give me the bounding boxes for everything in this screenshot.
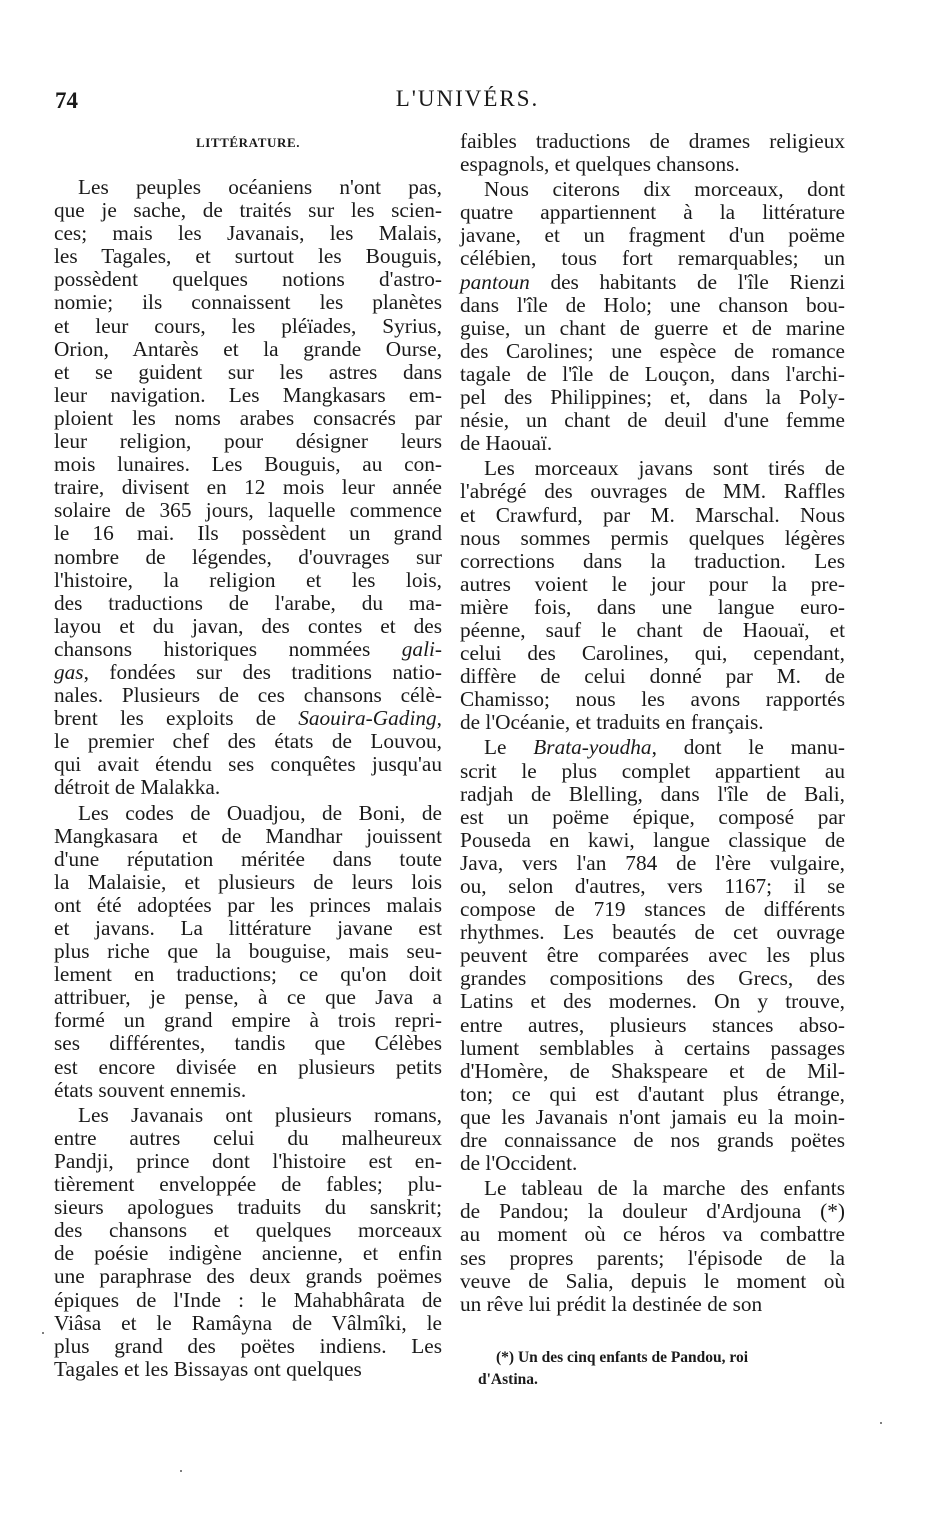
left-column xyxy=(54,128,442,1381)
text-line: Pandji, prince dont l'histoire est en- xyxy=(54,1148,442,1173)
text-line: Tagales et les Bissayas ont quelques xyxy=(54,1356,362,1381)
text-line: des Carolines; une espèce de romance xyxy=(460,338,845,363)
paragraph xyxy=(460,736,845,1175)
text-line: l'histoire, la religion et les lois, xyxy=(54,567,442,592)
text-line: grandes compositions des Grecs, des xyxy=(460,966,845,991)
text-line: l'abrégé des ouvrages de MM. Raffles xyxy=(460,479,845,504)
text-line: Pouseda en kawi, langue classique de xyxy=(460,827,845,852)
text-line: célébien, tous fort remarquables; un xyxy=(460,246,845,271)
text-line: leur religion, pour désigner leurs xyxy=(54,429,442,454)
text-line: entre autres, plusieurs stances abso- xyxy=(460,1012,845,1037)
italic-term: Saouira-Gading xyxy=(298,706,437,731)
text-line: quatre appartiennent à la littérature xyxy=(460,200,845,225)
italic-term: Brata-youdha xyxy=(533,735,652,760)
text-line: et Crawfurd, par M. Marschal. Nous xyxy=(460,502,845,527)
text-line: nombre de légendes, d'ouvrages sur xyxy=(54,544,442,569)
text-line: javane, et un fragment d'un poëme xyxy=(460,223,845,248)
text-line: est un poëme épique, composé par xyxy=(460,804,845,829)
text-line: des chansons et quelques morceaux xyxy=(54,1218,442,1243)
text-line: la Malaisie, et plusieurs de leurs lois xyxy=(54,869,442,894)
text-line: formé un grand empire à trois repri- xyxy=(54,1008,442,1033)
text-line: peuvent être comparées avec les plus xyxy=(460,943,845,968)
text-line: le 16 mai. Ils possèdent un grand xyxy=(54,521,442,546)
text-line: dans l'île de Holo; une chanson bou- xyxy=(460,292,845,317)
text-line: Les Javanais ont plusieurs romans, xyxy=(78,1102,442,1127)
text-line: est encore divisée en plusieurs petits xyxy=(54,1054,442,1079)
text-line: tièrement enveloppée de fables; plu- xyxy=(54,1172,442,1197)
text-line: de poésie indigène ancienne, et enfin xyxy=(54,1241,442,1266)
text-line: ou, selon d'autres, vers 1167; il se xyxy=(460,874,845,898)
text-line: brent les exploits de Saouira-Gading, xyxy=(54,706,442,731)
text-line: entre autres celui du malheureux xyxy=(54,1125,442,1150)
text-line: le premier chef des états de Louvou, xyxy=(54,729,442,754)
text-line: ces; mais les Javanais, les Malais, xyxy=(54,221,442,246)
text-line: Java, vers l'an 784 de l'ère vulgaire, xyxy=(460,850,845,875)
footnote-line: (*) Un des cinq enfants de Pandou, roi xyxy=(496,1349,749,1366)
text-line: layou et du javan, des contes et des xyxy=(54,613,442,638)
text-line: Le Brata-youdha, dont le manu- xyxy=(484,735,845,760)
text-line: nomie; ils connaissent les planètes xyxy=(54,290,442,315)
text-line: et se guident sur les astres dans xyxy=(54,359,442,384)
italic-term: gas xyxy=(54,659,84,684)
text-line: pel des Philippines; et, dans la Poly- xyxy=(460,385,845,410)
text-line: Les codes de Ouadjou, de Boni, de xyxy=(78,800,442,825)
text-line: plus grand des poëtes indiens. Les xyxy=(54,1333,442,1358)
text-line: diffère de celui donné par M. de xyxy=(460,664,845,689)
text-line: Le tableau de la marche des enfants xyxy=(484,1176,845,1201)
text-line: ont été adoptées par les princes malais xyxy=(54,892,442,917)
text-line: mière fois, dans une langue euro- xyxy=(460,594,845,619)
text-line: attribuer, je pense, à ce que Java a xyxy=(54,985,442,1010)
text-line: tagale de l'île de Louçon, dans l'archi- xyxy=(460,361,845,386)
text-line: de Pandou; la douleur d'Ardjouna (*) xyxy=(460,1199,845,1224)
text-line: radjah de Blelling, dans l'île de Bali, xyxy=(460,781,845,806)
text-line: que les Javanais n'ont jamais eu la moin- xyxy=(460,1104,845,1129)
text-line: espagnols, et quelques chansons. xyxy=(460,152,740,177)
paragraph xyxy=(460,457,845,734)
text-line: au moment où ce héros va combattre xyxy=(460,1222,845,1247)
text-line: Les morceaux javans sont tirés de xyxy=(484,456,845,481)
text-line: traire, divisent en 12 mois leur année xyxy=(54,475,442,500)
page-number: 74 xyxy=(55,88,78,113)
left-column-body xyxy=(54,176,442,1381)
text-line: lument semblables à certains passages xyxy=(460,1035,845,1060)
text-line: épiques de l'Inde : le Mahabhârata de xyxy=(54,1287,442,1312)
text-line: de Haouaï. xyxy=(460,431,553,456)
text-line: leur navigation. Les Mangkasars em- xyxy=(54,382,442,407)
text-line: celui des Carolines, qui, cependant, xyxy=(460,641,845,666)
text-line: péenne, sauf le chant de Haouaï, et xyxy=(460,617,845,642)
text-line: que je sache, de traités sur les scien- xyxy=(54,198,442,223)
italic-term: pantoun xyxy=(460,269,530,294)
print-speck xyxy=(42,1332,44,1334)
text-line: Orion, Antarès et la grande Ourse, xyxy=(54,336,442,361)
text-line: un rêve lui prédit la destinée de son xyxy=(460,1291,763,1316)
text-line: Chamisso; nous les avons rapportés xyxy=(460,687,845,712)
text-line: une paraphrase des deux grands poëmes xyxy=(54,1264,442,1289)
paragraph xyxy=(460,130,845,176)
text-line: nésie, un chant de deuil d'une femme xyxy=(460,408,845,433)
footnote xyxy=(478,1347,846,1391)
italic-term: gali- xyxy=(401,636,442,661)
paragraph xyxy=(460,1177,845,1316)
text-line: Nous citerons dix morceaux, dont xyxy=(484,177,845,202)
text-line: faibles traductions de drames religieux xyxy=(460,129,845,153)
text-line: pantoun des habitants de l'île Rienzi xyxy=(460,269,845,294)
text-line: d'une réputation méritée dans toute xyxy=(54,846,442,871)
text-line: rhythmes. Les beautés de cet ouvrage xyxy=(460,920,845,945)
paragraph xyxy=(460,178,845,455)
text-line: nales. Plusieurs de ces chansons célè- xyxy=(54,683,442,708)
text-line: Viâsa et le Ramâyna de Vâlmîki, le xyxy=(54,1310,442,1335)
text-line: ploient les noms arabes consacrés par xyxy=(54,405,442,430)
text-line: sieurs apologues traduits du sanskrit; xyxy=(54,1195,442,1220)
text-line: autres voient le jour pour la pre- xyxy=(460,571,845,596)
text-line: Mangkasara et de Mandhar jouissent xyxy=(54,823,442,848)
text-line: ses différentes, tandis que Célèbes xyxy=(54,1031,442,1056)
text-line: possèdent quelques notions d'astro- xyxy=(54,267,442,292)
text-line: Latins et des modernes. On y trouve, xyxy=(460,989,845,1014)
text-line: et javans. La littérature javane est xyxy=(54,916,442,940)
text-line: de l'Océanie, et traduits en français. xyxy=(460,710,764,735)
right-column xyxy=(460,130,845,1316)
text-line: mois lunaires. Les Bouguis, au con- xyxy=(54,452,442,477)
text-line: gas, fondées sur des traditions natio- xyxy=(54,659,442,684)
paragraph xyxy=(54,176,442,800)
text-line: guise, un chant de guerre et de marine xyxy=(460,315,845,340)
text-line: d'Homère, de Shakspeare et de Mil- xyxy=(460,1058,845,1083)
text-line: veuve de Salia, depuis le moment où xyxy=(460,1268,845,1293)
text-line: de l'Occident. xyxy=(460,1151,578,1176)
paragraph xyxy=(54,1104,442,1381)
text-line: et leur cours, les pléïades, Syrius, xyxy=(54,313,442,338)
text-line: compose de 719 stances de différents xyxy=(460,897,845,922)
text-line: Les peuples océaniens n'ont pas, xyxy=(78,175,442,199)
text-line: solaire de 365 jours, laquelle commence xyxy=(54,498,442,523)
running-title: L'UNIVÉRS. xyxy=(395,86,540,111)
text-line: dre connaissance de nos grands poëtes xyxy=(460,1128,845,1153)
text-line: chansons historiques nommées gali- xyxy=(54,636,442,661)
text-line: nous sommes permis quelques légères xyxy=(460,525,845,550)
text-line: plus riche que la bouguise, mais seu- xyxy=(54,939,442,964)
right-column-body xyxy=(460,130,845,1316)
text-line: lement en traductions; ce qu'on doit xyxy=(54,962,442,987)
text-line: ton; ce qui est d'autant plus étrange, xyxy=(460,1081,845,1106)
text-line: qui avait étendu ses conquêtes jusqu'au xyxy=(54,752,442,777)
print-speck xyxy=(880,1422,882,1424)
footnote-line: d'Astina. xyxy=(478,1371,538,1388)
print-speck xyxy=(180,1470,182,1472)
text-line: ses propres parents; l'épisode de la xyxy=(460,1245,845,1270)
text-line: des traductions de l'arabe, du ma- xyxy=(54,590,442,615)
text-line: corrections dans la traduction. Les xyxy=(460,548,845,573)
text-line: détroit de Malakka. xyxy=(54,775,221,800)
paragraph xyxy=(54,802,442,1102)
text-line: scrit le plus complet appartient au xyxy=(460,758,845,783)
section-heading: LITTÉRATURE. xyxy=(195,135,301,150)
text-line: états souvent ennemis. xyxy=(54,1077,247,1102)
text-line: les Tagales, et surtout les Bouguis, xyxy=(54,244,442,269)
